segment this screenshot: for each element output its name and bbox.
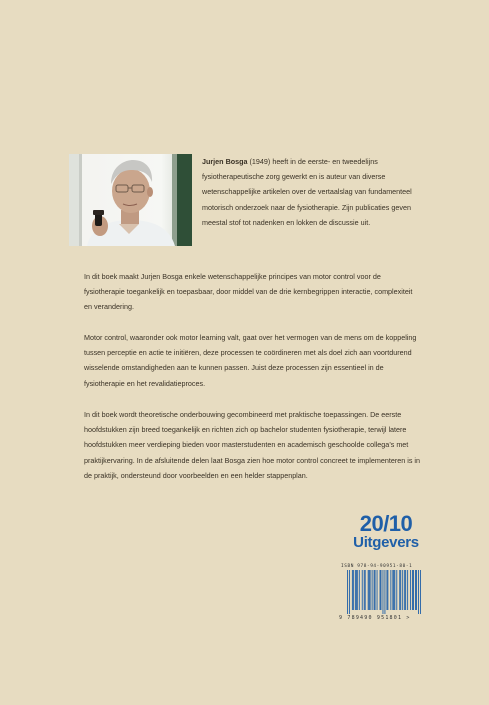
barcode-bar [381,570,382,610]
barcode-bar [404,570,405,610]
ean-digits: 9 789490 951801 > [339,615,411,621]
barcode-bar [352,570,353,610]
barcode-bar [407,570,408,610]
barcode-bar [394,570,395,610]
barcode-bar [353,570,354,610]
publisher-logo-number: 20/10 [359,511,413,536]
barcode-bar [365,570,366,610]
barcode-bar [383,570,384,614]
barcode-bar [355,570,356,610]
barcode-bar [393,570,394,610]
barcode-bar [374,570,375,610]
author-bio-text: (1949) heeft in de eerste- en tweedelijns fysiotherapeutische zorg gewerkt en is auteur van diverse wetenschappelijke artikelen over de vertaalslag van fundamenteel motorisch onderzoek naar de fysiotherapie. Zijn publicaties geven meestal stof tot nadenken en lokken de discussie uit. [202,157,412,227]
barcode-bar [402,570,403,610]
barcode-bar [412,570,413,610]
barcode-bar [356,570,357,610]
barcode-bar [413,570,414,610]
barcode-bar [420,570,421,614]
barcode-bar [418,570,419,614]
barcode-bar [377,570,378,610]
isbn-label: ISBN 978-94-90951-80-1 [341,564,413,569]
barcode-bar [399,570,400,610]
author-name: Jurjen Bosga [202,157,248,166]
author-bio [202,154,424,230]
publisher-logo-name: Uitgevers [353,534,419,551]
barcode-bar [390,570,391,610]
barcode-bar [364,570,365,610]
barcode-bar [347,570,348,614]
barcode-bar [362,570,363,610]
blurb-paragraph-2: Motor control, waaronder ook motor learning valt, gaat over het vermogen van de mens om de koppeling tussen perceptie en actie te initiëren, deze processen te coördineren met als doel zich aan voortdurend wisselende omstandigheden aan te kunnen passen. Juist deze processen zijn essentieel in de fysiotherapie en het revalidatieproces. [84,333,417,388]
barcode-bar [372,570,373,610]
barcode-icon [347,570,421,614]
barcode-bar [400,570,401,610]
barcode-bar [384,570,385,614]
barcode-bar [415,570,416,610]
barcode-bar [392,570,393,610]
barcode-bar [369,570,370,610]
blurb-paragraph-1: In dit boek maakt Jurjen Bosga enkele wetenschappelijke principes van motor control voor de fysiotherapie toegankelijk en toepasbaar, door middel van de drie kernbegrippen interactie, complexiteit en verandering. [84,272,413,312]
barcode-bar [405,570,406,610]
author-photo [69,154,192,246]
blurb-paragraph-3: In dit boek wordt theoretische onderbouwing gecombineerd met praktische toepassingen. De eerste hoofdstukken zijn breed toegankelijk en richten zich op bachelor studenten fysiotherapie, terwijl latere hoofdstukken meer verdieping bieden voor masterstudenten en academisch geschoolde collega’s met praktijkervaring. In de afsluitende delen laat Bosga zien hoe motor control concreet te implementeren is in de praktijk, ondersteund door voorbeelden en een helder stappenplan. [84,410,421,480]
barcode-bar [349,570,350,614]
barcode-bar [370,570,371,610]
barcode-bar [396,570,397,610]
barcode-bar [416,570,417,610]
barcode-bar [387,570,388,610]
barcode-bar [359,570,360,610]
publisher-logo [349,513,423,551]
barcode-bar [368,570,369,610]
barcode-bar [357,570,358,610]
author-portrait-image [69,154,192,246]
barcode-bar [410,570,411,610]
barcode-bar [375,570,376,610]
barcode-bar [380,570,381,610]
barcode-bar [386,570,387,610]
